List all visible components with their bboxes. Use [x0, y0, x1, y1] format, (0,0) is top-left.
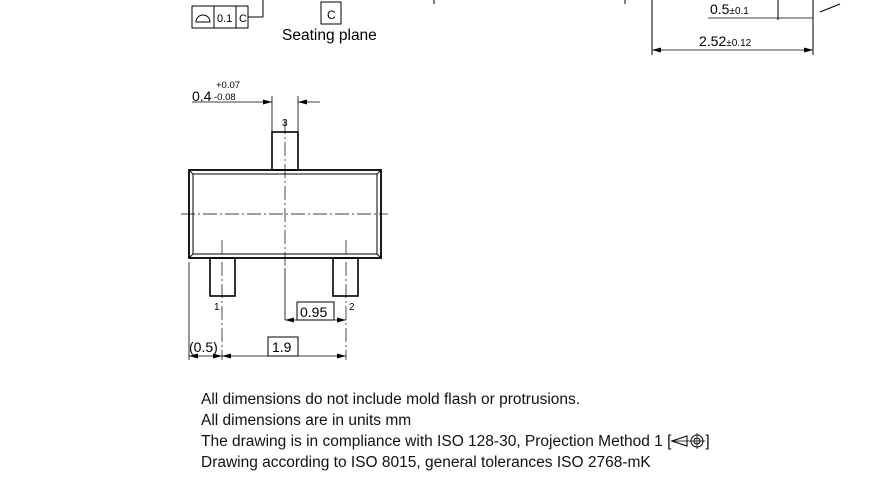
note-tolerances: Drawing according to ISO 8015, general tolerances ISO 2768-mK: [201, 454, 651, 471]
lead-width-tol-plus: +0.07: [216, 80, 241, 91]
pin-span-dimension: [189, 337, 346, 359]
center-lines: [181, 120, 388, 360]
dim-lead-offset-value: (0.5): [189, 339, 218, 355]
dim-0-5-value: 0.5±0.1: [710, 1, 749, 17]
note-mold-flash: All dimensions do not include mold flash or protrusions.: [201, 391, 581, 408]
flatness-datum: C: [239, 13, 247, 25]
flatness-tolerance-value: 0.1: [217, 13, 233, 25]
lead-width-dimension: [192, 80, 320, 132]
pin-label-2: 2: [349, 302, 355, 313]
top-right-dimensions: [625, 0, 840, 55]
datum-label: C: [327, 8, 336, 22]
lead-width-value: 0.4: [192, 88, 212, 104]
note-projection-close: ]: [705, 433, 710, 450]
lead-width-tol-minus: -0.08: [214, 92, 236, 103]
dim-2-52-value: 2.52±0.12: [699, 33, 752, 49]
dim-pin-span-value: 1.9: [272, 339, 292, 355]
pin-label-3: 3: [282, 118, 288, 129]
first-angle-projection-icon: [671, 433, 705, 449]
lead-pin-1: [210, 258, 235, 313]
flatness-icon: [196, 15, 210, 22]
pitch-dimension: [285, 302, 346, 323]
seating-plane-label: Seating plane: [282, 27, 377, 44]
drawing-notes: [201, 389, 710, 473]
note-units: All dimensions are in units mm: [201, 412, 412, 429]
note-projection: [201, 431, 710, 452]
dim-pitch-value: 0.95: [300, 304, 328, 320]
pin-label-1: 1: [214, 302, 220, 313]
note-projection-text: The drawing is in compliance with ISO 128-30, Projection Method 1 [: [201, 433, 672, 450]
flatness-tolerance-frame: [192, 0, 263, 28]
lead-pin-2: [333, 258, 358, 313]
datum-c-frame: [321, 2, 341, 24]
